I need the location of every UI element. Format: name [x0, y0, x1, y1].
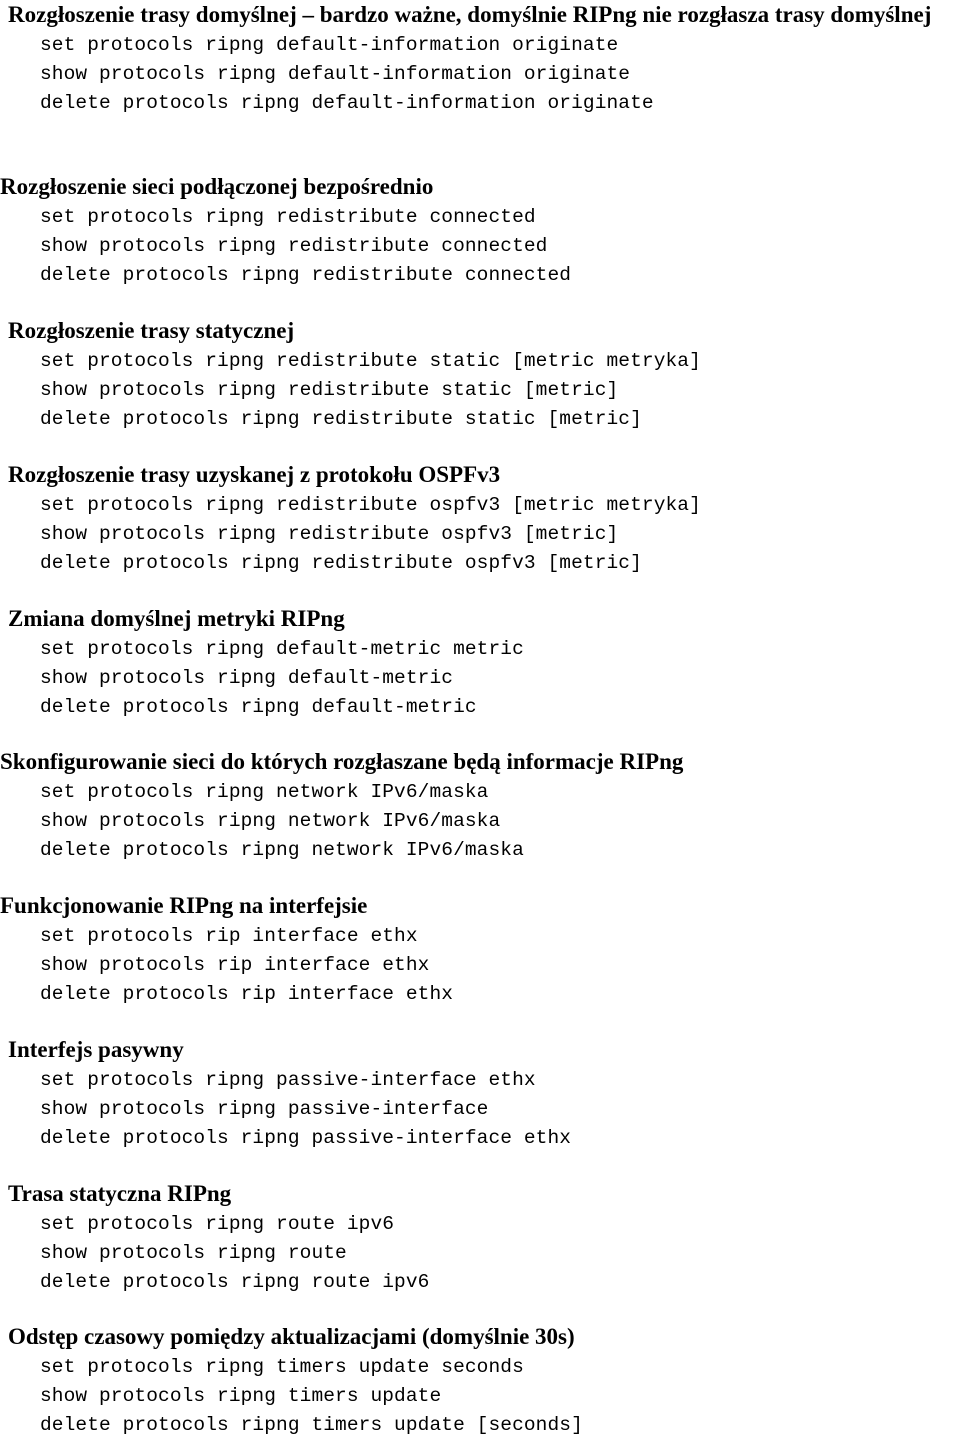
command-line: set protocols ripng timers update seconds	[40, 1356, 524, 1378]
command-line: delete protocols ripng default-metric	[40, 696, 477, 718]
command-line: delete protocols ripng redistribute connected	[40, 264, 572, 286]
command-line: delete protocols ripng timers update [seconds]	[40, 1414, 583, 1436]
section-heading: Interfejs pasywny	[8, 1037, 184, 1062]
command-line: set protocols ripng passive-interface ethx	[40, 1069, 536, 1091]
command-line: set protocols ripng redistribute connected	[40, 206, 536, 228]
command-line: show protocols rip interface ethx	[40, 954, 430, 976]
command-line: set protocols ripng network IPv6/maska	[40, 781, 489, 803]
command-line: delete protocols ripng default-information originate	[40, 92, 654, 114]
command-line: show protocols ripng redistribute ospfv3 [metric]	[40, 523, 619, 545]
section-interface	[0, 891, 960, 1009]
section-heading: Odstęp czasowy pomiędzy aktualizacjami (domyślnie 30s)	[8, 1324, 575, 1349]
command-list	[0, 203, 960, 290]
section-passive-interface	[0, 1035, 960, 1153]
command-list	[0, 491, 960, 578]
section-network	[0, 747, 960, 865]
command-line: delete protocols ripng passive-interface ethx	[40, 1127, 572, 1149]
section-heading: Rozgłoszenie trasy uzyskanej z protokołu OSPFv3	[8, 462, 501, 487]
command-list	[0, 347, 960, 434]
command-line: delete protocols ripng route ipv6	[40, 1271, 430, 1293]
section-connected	[0, 172, 960, 290]
command-line: set protocols ripng route ipv6	[40, 1213, 395, 1235]
command-line: show protocols ripng timers update	[40, 1385, 442, 1407]
command-line: show protocols ripng default-metric	[40, 667, 454, 689]
command-line: show protocols ripng passive-interface	[40, 1098, 489, 1120]
section-static	[0, 316, 960, 434]
command-line: delete protocols rip interface ethx	[40, 983, 454, 1005]
command-line: delete protocols ripng redistribute static [metric]	[40, 408, 642, 430]
section-heading: Zmiana domyślnej metryki RIPng	[8, 606, 345, 631]
command-list	[0, 1353, 960, 1440]
command-list	[0, 922, 960, 1009]
command-list	[0, 778, 960, 865]
section-timers	[0, 1322, 960, 1440]
command-line: set protocols rip interface ethx	[40, 925, 418, 947]
section-default-route	[0, 0, 960, 118]
command-line: set protocols ripng default-information originate	[40, 34, 619, 56]
command-line: set protocols ripng redistribute ospfv3 [metric metryka]	[40, 494, 701, 516]
heading-text: Rozgłoszenie trasy domyślnej – bardzo ważne, domyślnie RIPng nie rozgłasza trasy domyślnej	[8, 2, 932, 27]
section-ospfv3	[0, 460, 960, 578]
section-static-route	[0, 1179, 960, 1297]
command-line: delete protocols ripng network IPv6/maska	[40, 839, 524, 861]
section-heading: Trasa statyczna RIPng	[8, 1181, 232, 1206]
section-heading	[0, 0, 960, 29]
command-line: show protocols ripng route	[40, 1242, 347, 1264]
section-heading: Skonfigurowanie sieci do których rozgłaszane będą informacje RIPng	[0, 749, 684, 774]
command-list	[0, 1210, 960, 1297]
section-default-metric	[0, 604, 960, 722]
command-line: show protocols ripng network IPv6/maska	[40, 810, 501, 832]
section-heading: Rozgłoszenie sieci podłączonej bezpośrednio	[0, 174, 434, 199]
command-line: show protocols ripng default-information originate	[40, 63, 631, 85]
command-line: set protocols ripng redistribute static [metric metryka]	[40, 350, 701, 372]
section-heading: Rozgłoszenie trasy statycznej	[8, 318, 295, 343]
command-list	[0, 635, 960, 722]
command-line: set protocols ripng default-metric metric	[40, 638, 524, 660]
command-list	[0, 1066, 960, 1153]
section-heading: Funkcjonowanie RIPng na interfejsie	[0, 893, 368, 918]
command-line: show protocols ripng redistribute connected	[40, 235, 548, 257]
command-line: show protocols ripng redistribute static [metric]	[40, 379, 619, 401]
command-line: delete protocols ripng redistribute ospfv3 [metric]	[40, 552, 642, 574]
command-list	[0, 31, 960, 118]
